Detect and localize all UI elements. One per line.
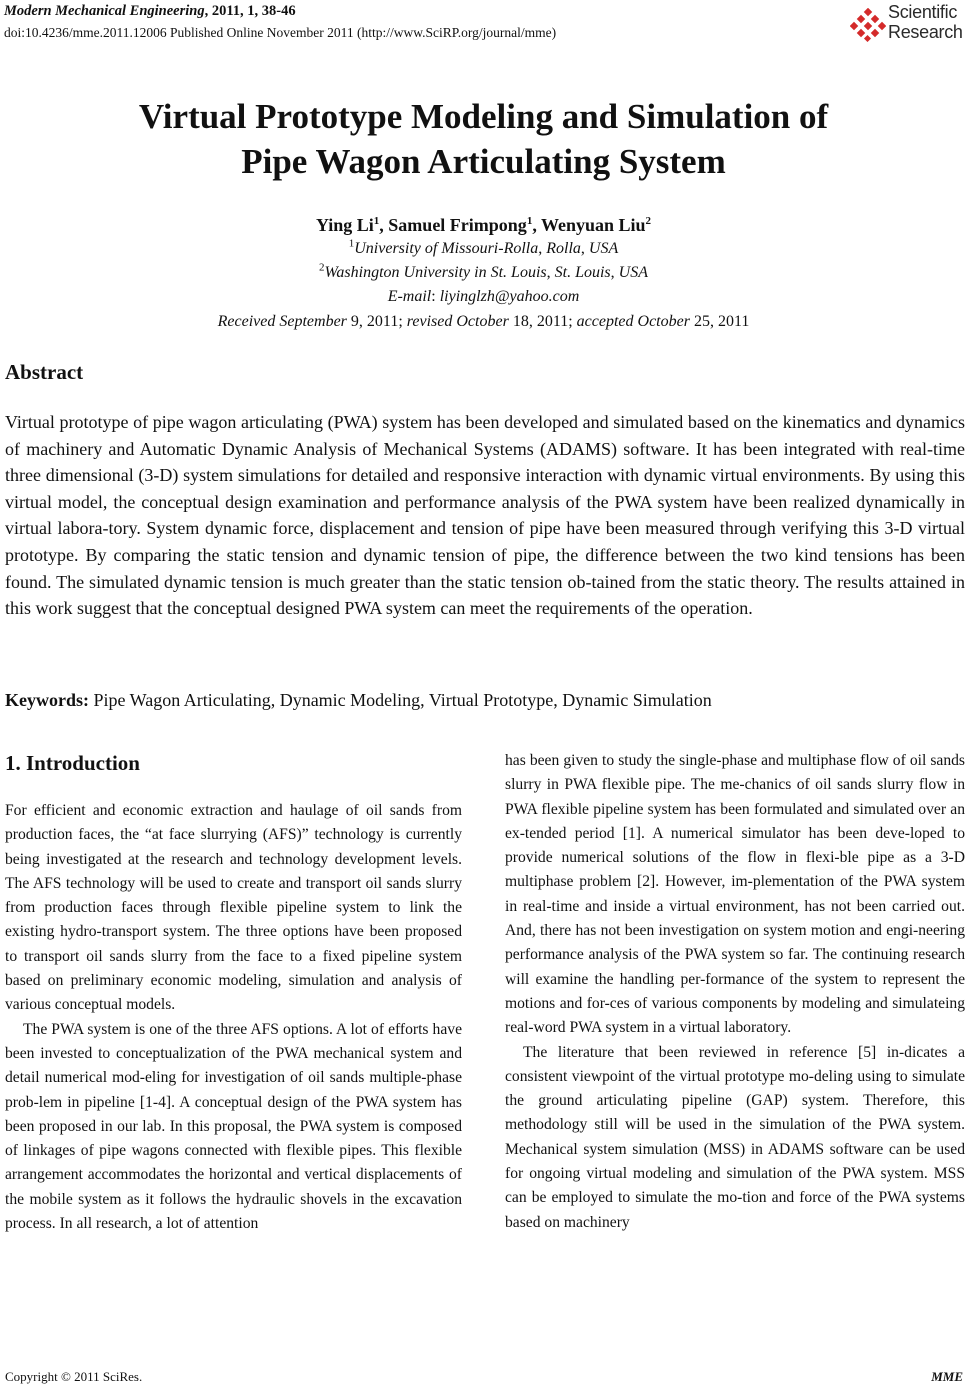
paper-title-line-2: Pipe Wagon Articulating System — [241, 142, 726, 181]
publisher-logo-icon — [850, 8, 886, 42]
author-list — [0, 215, 967, 236]
affiliation-2-mark: 2 — [319, 261, 325, 274]
author-2: , Samuel Frimpong — [379, 215, 527, 235]
received-label: Received September — [217, 313, 347, 330]
publisher-logo-text — [888, 2, 963, 42]
doi-line: doi:10.4236/mme.2011.12006 Published Online November 2011 (http://www.SciRP.org/journal/mme) — [4, 25, 557, 40]
author-1: Ying Li — [315, 215, 374, 235]
accepted-label: accepted October — [576, 313, 690, 330]
right-column — [505, 749, 965, 1235]
journal-header — [4, 3, 296, 20]
author-3-affiliation-mark: 2 — [645, 215, 652, 227]
journal-citation: , 2011, 1, 38-46 — [204, 3, 296, 19]
affiliation-1-city: Rolla — [546, 240, 581, 257]
keywords-list: Pipe Wagon Articulating, Dynamic Modeling, Virtual Prototype, Dynamic Simulation — [89, 690, 712, 710]
intro-paragraph-2-continued: has been given to study the single-phase and multiphase flow of oil sands slurry in PWA flexible pipe. The me-chanics of oil sands slurry flow in PWA flexible pipeline system has been formulated and simulated over an ex-tended period [1]. A numerical simulator has been deve-loped to provide numerical solutions of the flow in flexi-ble pipe as a 3-D multiphase problem [2]. However, im-plementation of the PWA system in real-time and inside a virtual environment, has not been carried out. And, there has not been investigation on system motion and engi-neering performance analysis of the PWA system so far. The continuing research will examine the handling per-formance of the system to represent the motions and for-ces of various components by modeling and simulateing real-word PWA system in a virtual laboratory. — [505, 752, 965, 1037]
keywords-label: Keywords: — [5, 690, 89, 710]
affiliation-1-mark: 1 — [348, 237, 355, 250]
author-2-affiliation-mark: 1 — [526, 215, 533, 227]
intro-paragraph-1: For efficient and economic extraction and haulage of oil sands from production faces, the “at face slurrying (AFS)” technology is currently being investigated at the research and technology development levels. The AFS technology will be used to create and transport oil sands slurry from production faces through flexible pipeline system to link the existing hydro-transport system. The three options have been proposed to transport oil sands slurry from the face to a fixed pipeline system based on preliminary economic modeling, simulation and analysis of various conceptual models. — [5, 802, 462, 1014]
copyright-footer: Copyright © 2011 SciRes. — [5, 1369, 143, 1384]
revised-label: revised October — [406, 313, 509, 330]
paper-title-line-1: Virtual Prototype Modeling and Simulation of — [138, 97, 829, 136]
journal-abbreviation-footer: MME — [931, 1369, 963, 1384]
journal-name: Modern Mechanical Engineering — [4, 3, 205, 19]
email-label: E-mail — [387, 288, 432, 305]
keywords — [5, 690, 712, 711]
affiliation-2-country: USA — [618, 264, 648, 281]
revised-date: 18, 2011; — [508, 313, 577, 330]
email-address[interactable]: liyinglzh@yahoo.com — [439, 288, 580, 305]
affiliation-2-name: Washington University in St. Louis — [324, 264, 547, 281]
affiliation-2-city: St. Louis — [554, 264, 611, 281]
logo-line-2: Research — [888, 22, 963, 42]
logo-line-1: Scientific — [888, 2, 958, 22]
accepted-date: 25, 2011 — [689, 313, 750, 330]
affiliation-2: $^2$Washington University in St. Louis, St. Louis, USA — [319, 261, 648, 281]
section-heading-introduction: 1. Introduction — [5, 751, 140, 775]
affiliation-1: $^1$University of Missouri-Rolla, Rolla, USA — [348, 237, 619, 257]
abstract-heading: Abstract — [5, 360, 84, 384]
author-1-affiliation-mark: 1 — [373, 215, 380, 227]
intro-paragraph-2: The PWA system is one of the three AFS options. A lot of efforts have been invested to conceptualization of the PWA mechanical system and detail numerical mod-eling for investigation of oil sands multiple-phase prob-lem in pipeline [1-4]. A conceptual design of the PWA system has been proposed in our lab. In this proposal, the PWA system is composed of linkages of pipe wagons connected with flexible pipes. This flexible arrangement accommodates the horizontal and vertical displacements of the mobile system as it follows the hydraulic shovels in the excavation process. In all research, a lot of attention — [5, 1020, 462, 1233]
affiliation-1-name: University of Missouri-Rolla — [354, 240, 539, 257]
email-line: E-mail: liyinglzh@yahoo.com — [387, 288, 580, 305]
publisher-logo — [850, 2, 967, 48]
author-3: , Wenyuan Liu — [532, 215, 646, 235]
left-column — [5, 799, 462, 1236]
publication-dates — [0, 313, 967, 331]
abstract-body: Virtual prototype of pipe wagon articulating (PWA) system has been developed and simulated based on the kinematics and dynamics of machinery and Automatic Dynamic Analysis of Mechanical Systems (ADAMS) software. It has been integrated with real-time three dimensional (3-D) system simulations for detailed and responsive interaction with dynamic virtual environments. By using this virtual model, the conceptual design examination and performance analysis of the PWA system have been realized dynamically in virtual labora-tory. System dynamic force, displacement and tension of pipe have been measured through verifying this 3-D virtual prototype. By comparing the static tension and dynamic tension of pipe, the difference between the two kind tensions has been found. The simulated dynamic tension is much greater than the static tension ob-tained from the static theory. The results attained in this work suggest that the conceptual designed PWA system can meet the requirements of the operation. — [5, 412, 965, 619]
affiliation-1-country: USA — [588, 240, 619, 257]
received-date: 9, 2011; — [346, 313, 407, 330]
intro-paragraph-3: The literature that been reviewed in reference [5] in-dicates a consistent viewpoint of the virtual prototype mo-deling using to simulate the ground articulating pipeline (GAP) system. Therefore, this methodology still will be used in the simulation of the PWA system. Mechanical system simulation (MSS) in ADAMS software can be used for ongoing virtual modeling and simulation of the PWA system. MSS can be employed to simulate the mo-tion and force of the PWA systems based on machinery — [505, 1043, 965, 1231]
